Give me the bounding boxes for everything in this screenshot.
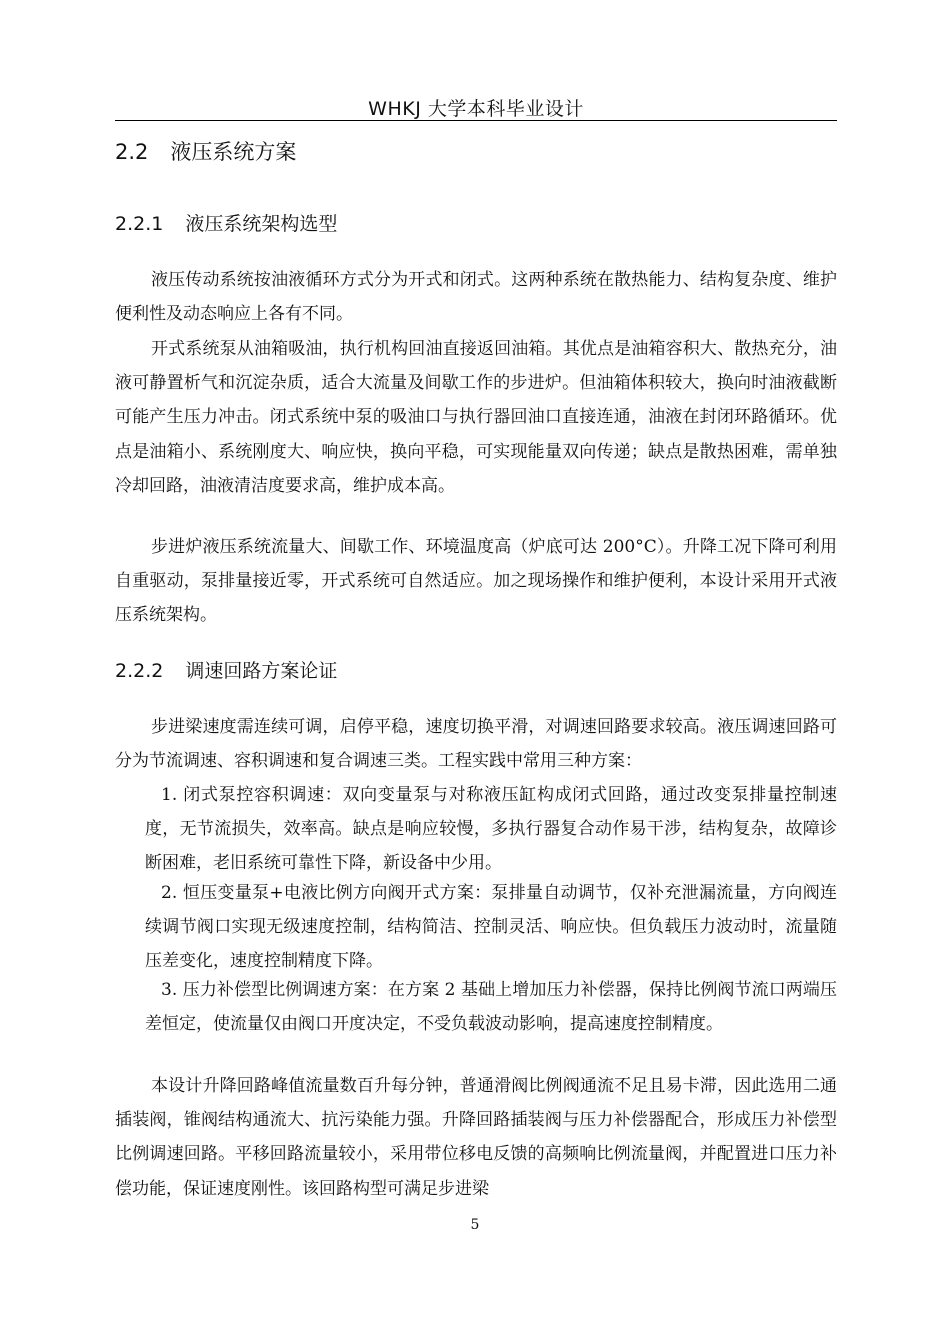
subsection-number: 2.2.2 <box>115 660 164 682</box>
section-heading <box>115 136 296 166</box>
subsection-heading-1 <box>115 209 337 236</box>
list-item: 1. 闭式泵控容积调速：双向变量泵与对称液压缸构成闭式回路，通过改变泵排量控制速度，无节流损失，效率高。缺点是响应较慢，多执行器复合动作易干涉，结构复杂，故障诊断困难，老旧系统可靠性下降，新设备中少用。 <box>145 785 837 873</box>
list-item: 2. 恒压变量泵+电液比例方向阀开式方案：泵排量自动调节，仅补充泄漏流量，方向阀连续调节阀口实现无级速度控制，结构简洁、控制灵活、响应快。但负载压力波动时，流量随压差变化，速度控制精度下降。 <box>145 883 837 971</box>
list-item: 3. 压力补偿型比例调速方案：在方案 2 基础上增加压力补偿器，保持比例阀节流口两端压差恒定，使流量仅由阀口开度决定，不受负载波动影响，提高速度控制精度。 <box>145 980 837 1034</box>
subsection-number: 2.2.1 <box>115 213 164 235</box>
paragraph: 步进梁速度需连续可调，启停平稳，速度切换平滑，对调速回路要求较高。液压调速回路可分为节流调速、容积调速和复合调速三类。工程实践中常用三种方案： <box>115 717 837 772</box>
subsection-title: 调速回路方案论证 <box>185 660 338 682</box>
section-number: 2.2 <box>115 140 149 164</box>
paragraph: 开式系统泵从油箱吸油，执行机构回油直接返回油箱。其优点是油箱容积大、散热充分，油液可静置析气和沉淀杂质，适合大流量及间歇工作的步进炉。但油箱体积较大，换向时油液截断可能产生压力冲击。闭式系统中泵的吸油口与执行器回油口直接连通，油液在封闭环路循环。优点是油箱小、系统刚度大、响应快，换向平稳，可实现能量双向传递；缺点是散热困难，需单独冷却回路，油液清洁度要求高，维护成本高。 <box>115 339 837 496</box>
section-title: 液压系统方案 <box>170 140 297 164</box>
paragraph: 步进炉液压系统流量大、间歇工作、环境温度高（炉底可达 200°C）。升降工况下降可利用自重驱动，泵排量接近零，开式系统可自然适应。加之现场操作和维护便利，本设计采用开式液压系统架构。 <box>115 537 837 626</box>
paragraph: 本设计升降回路峰值流量数百升每分钟，普通滑阀比例阀通流不足且易卡滞，因此选用二通插装阀，锥阀结构通流大、抗污染能力强。升降回路插装阀与压力补偿器配合，形成压力补偿型比例调速回路。平移回路流量较小，采用带位移电反馈的高频响比例流量阀，并配置进口压力补偿功能，保证速度刚性。该回路构型可满足步进梁 <box>115 1076 837 1199</box>
header-divider <box>115 120 837 121</box>
page-number: 5 <box>470 1217 480 1233</box>
subsection-title: 液压系统架构选型 <box>185 213 338 235</box>
paragraph: 液压传动系统按油液循环方式分为开式和闭式。这两种系统在散热能力、结构复杂度、维护便利性及动态响应上各有不同。 <box>115 270 837 325</box>
page-header: WHKJ 大学本科毕业设计 <box>368 98 584 120</box>
subsection-heading-2 <box>115 656 337 683</box>
